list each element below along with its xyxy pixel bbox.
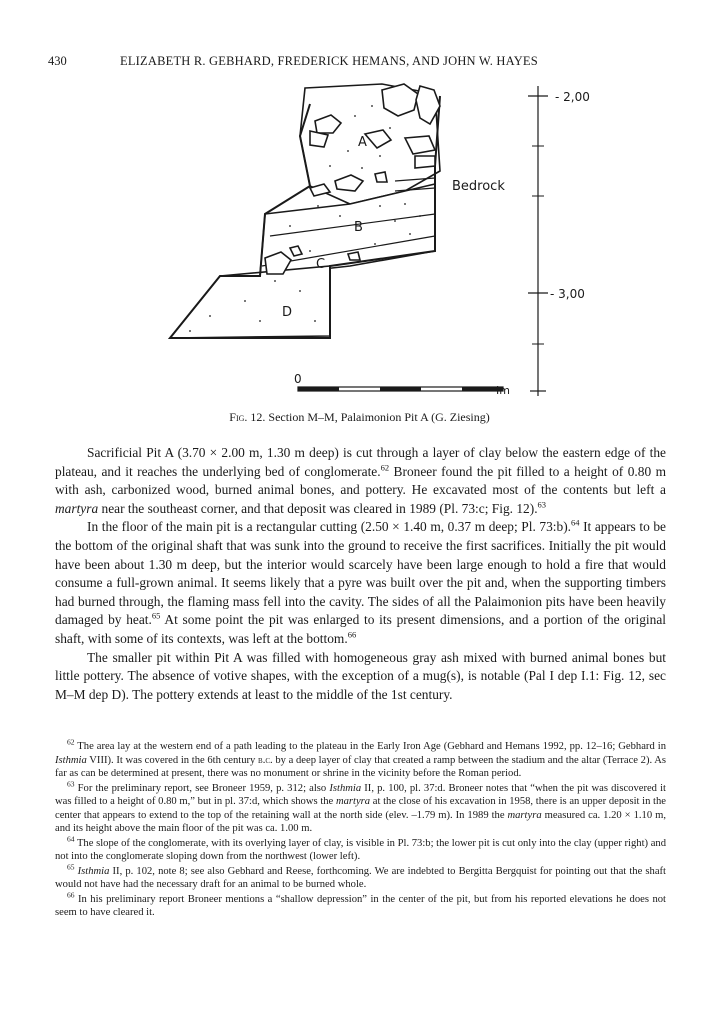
- caption-prefix: Fig. 12.: [229, 410, 266, 424]
- label-c: C: [316, 257, 326, 272]
- elevation-label-2-00: - 2,00: [555, 90, 590, 104]
- caption-text: Section M–M, Palaimonion Pit A (G. Ziesing): [268, 410, 490, 424]
- label-b: B: [354, 220, 363, 235]
- footnote-ref-63: 63: [537, 499, 547, 510]
- footnote-66: $^{66}$ In his preliminary report Broneer mentions a “shallow depression” in the center of the pit, but from his reported elevations he does not seem to have cleared it.: [55, 889, 666, 918]
- footnote-ref-62: 62: [380, 462, 390, 473]
- scale-zero: 0: [294, 372, 302, 386]
- figure-caption: [0, 410, 719, 425]
- body-text: [55, 444, 666, 704]
- footnote-64: $^{64}$ The slope of the conglomerate, with its overlying layer of clay, is visible in Pl. 73:b; the lower pit is cut only into the clay (upper right) and not into the conglomerate sloping down from the northwest (lower left).: [55, 833, 666, 862]
- label-a: A: [358, 135, 367, 150]
- stone: [415, 156, 435, 168]
- paragraph-3: The smaller pit within Pit A was filled with homogeneous gray ash mixed with burned animal bones but little pottery. The absence of votive shapes, with the exception of a mug(s), is notable (Pal I dep I.1: Fig. 12, sec M–M dep D). The pottery extends at least to the middle of the 1st century.: [55, 649, 666, 702]
- elevation-label-3-00: - 3,00: [550, 287, 585, 301]
- label-bedrock: Bedrock: [452, 179, 505, 194]
- paragraph-2: In the floor of the main pit is a rectangular cutting (2.50 × 1.40 m, 0.37 m deep; Pl. 73:b).$^{64}$ It appears to be the bottom of the original shaft that was sunk into the ground to receive the first sacrifices. Initially the pit would have been about 1.30 m deep, but the interior would scarcely have been large enough to hold a fire that would consume a full-grown animal. It seems likely that a pyre was built over the pit and, when the supporting timbers had burned through, the flaming mass fell into the cavity. The sides of all the Palaimonion pits have been heavily damaged by heat.$^{65}$ At some point the pit was enlarged to its present dimensions, and a portion of the original shaft, with some of its contexts, was left at the bottom.$^{66}$: [55, 517, 666, 646]
- scale-end: Im: [496, 384, 510, 397]
- scale-bar-segment: [298, 387, 339, 391]
- running-head: ELIZABETH R. GEBHARD, FREDERICK HEMANS, AND JOHN W. HAYES: [120, 54, 538, 68]
- footnote-ref-66: 66: [347, 629, 357, 640]
- footnote-63: $^{63}$ For the preliminary report, see Broneer 1959, p. 312; also Isthmia II, p. 100, pl. 37:d. Broneer notes that “when the pit was discovered it was filled to a height of 0.80 m,” but in pl. 37:d, which shows the martyra at the close of his excavation in 1958, there is an upper deposit in the center that appears to extend to the top of the retaining wall at the north side (elev. –1.79 m). In 1989 the martyra measured ca. 1.20 × 1.10 m, and its height above the main floor of the pit was ca. 1.00 m.: [55, 778, 667, 834]
- footnote-ref-64: 64: [571, 517, 580, 528]
- label-d: D: [282, 305, 293, 320]
- stone: [375, 172, 387, 182]
- scale-bar-segment: [380, 387, 421, 391]
- footnote-65: $^{65}$ Isthmia II, p. 102, note 8; see also Gebhard and Reese, forthcoming. We are indebted to Bergitta Bergquist for pointing out that the shaft would not have had the necessary draft for an animal to be burned whole.: [55, 861, 666, 890]
- stone: [348, 252, 360, 260]
- section-drawing: [150, 76, 590, 406]
- footnote-62: $^{62}$ The area lay at the western end of a path leading to the plateau in the Early Iron Age (Gebhard and Hemans 1992, pp. 12–16; Gebhard in Isthmia VIII). It was covered in the 6th century b.c. by a deep layer of clay that created a ramp between the stadium and the altar (Terrace 2). As far as can be determined at present, there was no monument or shrine in the vicinity before the Roman period.: [55, 737, 667, 779]
- paragraph-1: Sacrificial Pit A (3.70 × 2.00 m, 1.30 m deep) is cut through a layer of clay below the eastern edge of the plateau, and it reaches the underlying bed of conglomerate.$^{62}$ Broneer found the pit filled to a height of 0.80 m with ash, carbonized wood, burned animal bones, and pottery. He excavated most of the contents but left a martyra near the southeast corner, and that deposit was cleared in 1989 (Pl. 73:c; Fig. 12).$^{63}$: [55, 445, 667, 516]
- footnote-ref-65: 65: [151, 610, 161, 621]
- page-number: 430: [48, 54, 67, 68]
- footnotes: [55, 737, 667, 921]
